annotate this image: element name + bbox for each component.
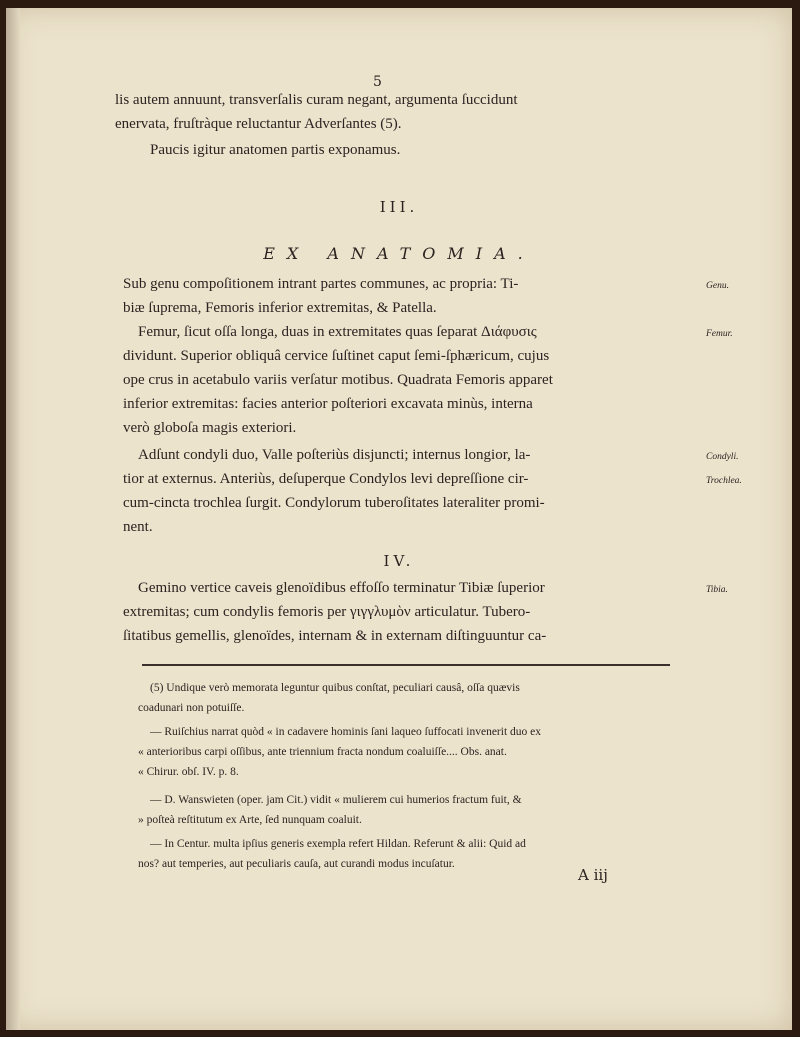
footnote-rule — [142, 664, 670, 666]
text-line: cum-cincta trochlea ſurgit. Condylorum tuberoſitates lateraliter promi- — [123, 495, 545, 511]
text-line: Femur, ſicut oſſa longa, duas in extremitates quas ſeparat Διάφυσις — [138, 324, 537, 340]
footnote-line: coadunari non potuiſſe. — [138, 702, 245, 714]
footnote-line: (5) Undique verò memorata leguntur quibus conſtat, peculiari causâ, oſſa quævis — [150, 682, 520, 694]
section-number-iv: IV. — [383, 552, 415, 570]
text-line: nent. — [123, 519, 153, 535]
text-line: ſitatibus gemellis, glenoïdes, internam & in externam diſtinguuntur ca- — [123, 628, 547, 644]
text-line: ope crus in acetabulo variis verſatur motibus. Quadrata Femoris apparet — [123, 372, 553, 388]
page-gutter — [6, 8, 20, 1030]
margin-note: Condyli. — [706, 452, 739, 462]
footnote-line: — In Centur. multa ipſius generis exempla refert Hildan. Referunt & alii: Quid ad — [150, 838, 526, 850]
book-page — [6, 8, 792, 1030]
section-number-iii: III. — [379, 198, 419, 216]
section-title: EX ANATOMIA. — [263, 244, 535, 263]
text-line: verò globoſa magis exteriori. — [123, 420, 297, 436]
text-line: lis autem annuunt, transverſalis curam negant, argumenta ſuccidunt — [115, 92, 518, 108]
page-number: 5 — [373, 74, 382, 90]
footnote-line: « anterioribus carpi oſſibus, ante triennium fracta nondum coaluiſſe.... Obs. anat. — [138, 746, 507, 758]
margin-note: Genu. — [706, 281, 729, 291]
signature-mark: A iij — [578, 866, 608, 884]
margin-note: Tibia. — [706, 585, 728, 595]
margin-note: Trochlea. — [706, 476, 742, 486]
text-line: biæ ſuprema, Femoris inferior extremitas, & Patella. — [123, 300, 437, 316]
footnote-line: » poſteà reſtitutum ex Arte, ſed nunquam coaluit. — [138, 814, 362, 826]
footnote-line: nos? aut temperies, aut peculiaris cauſa, aut curandi modus incuſatur. — [138, 858, 455, 870]
text-line: dividunt. Superior obliquâ cervice ſuſtinet caput ſemi-ſphæricum, cujus — [123, 348, 550, 364]
margin-note: Femur. — [706, 329, 733, 339]
footnote-line: « Chirur. obſ. IV. p. 8. — [138, 766, 239, 778]
text-line: tior at externus. Anteriùs, deſuperque Condylos levi depreſſione cir- — [123, 471, 529, 487]
footnote-line: — Ruiſchius narrat quòd « in cadavere hominis ſani laqueo ſuffocati invenerit duo ex — [150, 726, 541, 738]
text-line: Gemino vertice caveis glenoïdibus effoſſo terminatur Tibiæ ſuperior — [138, 580, 545, 596]
text-line: Adſunt condyli duo, Valle poſteriùs disjuncti; internus longior, la- — [138, 447, 531, 463]
text-line: Paucis igitur anatomen partis exponamus. — [150, 142, 401, 158]
footnote-line: — D. Wanswieten (oper. jam Cit.) vidit « mulierem cui humerios fractum fuit, & — [150, 794, 522, 806]
text-line: extremitas; cum condylis femoris per γιγγλυμὸν articulatur. Tubero- — [123, 604, 531, 620]
text-line: Sub genu compoſitionem intrant partes communes, ac propria: Ti- — [123, 276, 519, 292]
text-line: enervata, fruſtràque reluctantur Adverſantes (5). — [115, 116, 402, 132]
text-line: inferior extremitas: facies anterior poſteriori excavata minùs, interna — [123, 396, 533, 412]
